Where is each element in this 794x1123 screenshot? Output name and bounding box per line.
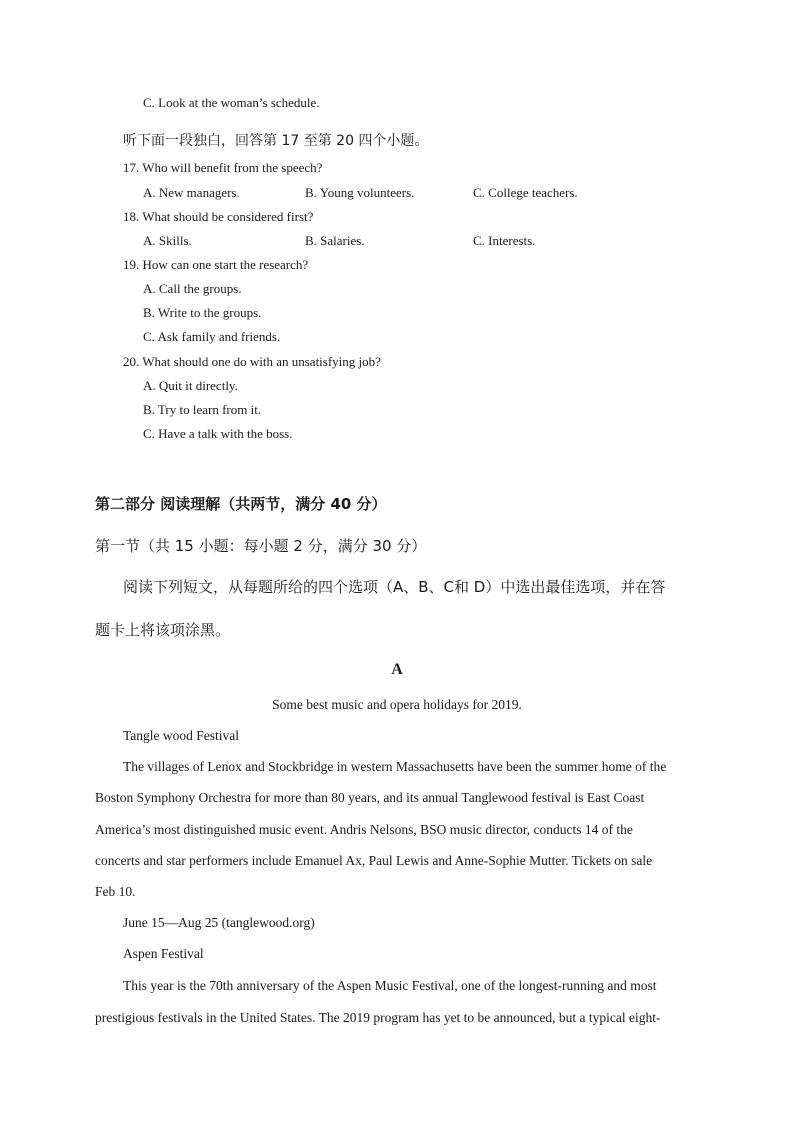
- section-one-title: 第一节（共 15 小题：每小题 2 分，满分 30 分）: [95, 537, 427, 555]
- q18-option-c: C. Interests.: [473, 233, 536, 248]
- part-two-title: 第二部分 阅读理解（共两节，满分 40 分）: [95, 495, 387, 513]
- question-19: 19. How can one start the research?: [123, 257, 309, 272]
- reading-instruction-line-1: 阅读下列短文，从每题所给的四个选项（A、B、C和 D）中选出最佳选项，并在答: [123, 578, 666, 596]
- aspen-line: prestigious festivals in the United States. The 2019 program has yet to be announced, but a typical eight-: [95, 1010, 661, 1025]
- q18-option-b: B. Salaries.: [305, 233, 365, 248]
- q17-option-b: B. Young volunteers.: [305, 185, 415, 200]
- q19-option-a: A. Call the groups.: [143, 281, 242, 296]
- q17-option-a: A. New managers.: [143, 185, 240, 200]
- tanglewood-line: concerts and star performers include Emanuel Ax, Paul Lewis and Anne-Sophie Mutter. Tickets on sale: [95, 853, 653, 868]
- tanglewood-title: Tangle wood Festival: [123, 728, 240, 743]
- tanglewood-line: The villages of Lenox and Stockbridge in western Massachusetts have been the summer home of the: [123, 759, 667, 774]
- tanglewood-line: Boston Symphony Orchestra for more than 80 years, and its annual Tanglewood festival is East Coast: [95, 790, 645, 805]
- passage-letter: A: [391, 661, 403, 678]
- q19-option-b: B. Write to the groups.: [143, 305, 262, 320]
- aspen-line: This year is the 70th anniversary of the Aspen Music Festival, one of the longest-running and most: [123, 978, 657, 993]
- question-18: 18. What should be considered first?: [123, 209, 314, 224]
- aspen-title: Aspen Festival: [123, 946, 204, 961]
- reading-instruction-line-2: 题卡上将该项涂黑。: [95, 621, 231, 639]
- tanglewood-line: America’s most distinguished music event. Andris Nelsons, BSO music director, conducts 14 of the: [95, 822, 633, 837]
- question-20: 20. What should one do with an unsatisfying job?: [123, 354, 381, 369]
- q20-option-c: C. Have a talk with the boss.: [143, 426, 293, 441]
- prev-option-c: C. Look at the woman’s schedule.: [143, 95, 320, 110]
- tanglewood-dates: June 15—Aug 25 (tanglewood.org): [123, 915, 315, 930]
- monologue-instruction: 听下面一段独白，回答第 17 至第 20 四个小题。: [123, 133, 429, 149]
- passage-subtitle: Some best music and opera holidays for 2019.: [272, 697, 522, 712]
- q17-option-c: C. College teachers.: [473, 185, 578, 200]
- q20-option-a: A. Quit it directly.: [143, 378, 238, 393]
- q18-option-a: A. Skills.: [143, 233, 192, 248]
- q19-option-c: C. Ask family and friends.: [143, 329, 281, 344]
- question-17: 17. Who will benefit from the speech?: [123, 160, 323, 175]
- q20-option-b: B. Try to learn from it.: [143, 402, 262, 417]
- tanglewood-line: Feb 10.: [95, 884, 136, 899]
